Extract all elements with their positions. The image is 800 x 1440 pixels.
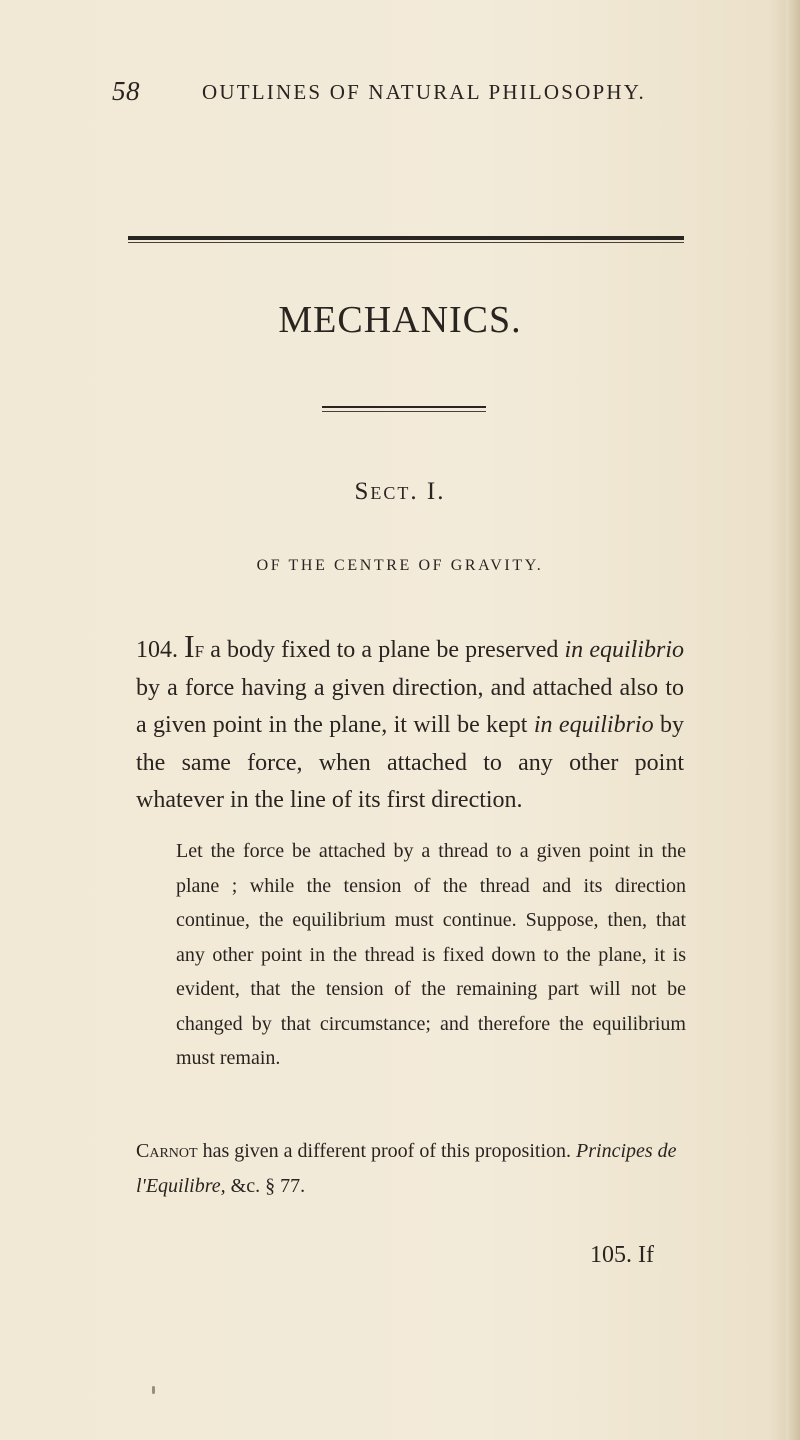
reference-text: &c. § 77. [225, 1174, 306, 1197]
reference-paragraph [136, 1134, 686, 1203]
reference-italic: Principes de l'Equilibre, [136, 1140, 677, 1197]
proposition-italic: in equilibrio [564, 637, 684, 663]
page-edge [786, 0, 800, 1440]
catchword: 105. If [590, 1242, 654, 1268]
proposition-italic: in equilibrio [533, 712, 654, 738]
drop-cap-rest: f [194, 637, 205, 663]
double-rule-bottom [128, 242, 684, 243]
reference-text: has given a different proof of this proposition. [197, 1140, 577, 1162]
short-rule-top [322, 406, 486, 408]
page-number: 58 [112, 76, 140, 106]
short-rule-bottom [322, 411, 486, 412]
chapter-title: MECHANICS. [278, 299, 522, 341]
proposition-paragraph [136, 628, 684, 820]
section-heading: Sect. I. [354, 478, 446, 505]
proposition-text: by the same force, when attached to any other point whatever in the line of its first direction. [136, 712, 684, 813]
drop-cap: I [184, 628, 195, 664]
page-header [112, 76, 672, 116]
running-head: OUTLINES OF NATURAL PHILOSOPHY. [202, 80, 646, 104]
proposition-text: a body fixed to a plane be preserved [204, 637, 565, 663]
author-name: Carnot [136, 1140, 198, 1162]
paper-speck [152, 1386, 155, 1394]
double-rule-top [128, 236, 684, 240]
subsection-heading: OF THE CENTRE OF GRAVITY. [256, 557, 544, 574]
proposition-number: 104. [136, 637, 178, 663]
proposition-text: by a force having a given direction, and attached also to a given point in the plane, it will be kept [136, 674, 684, 738]
explanation-paragraph: Let the force be attached by a thread to a given point in the plane ; while the tension of the thread and its direction continue, the equilibrium must continue. Suppose, then, that any other point in the thread is fixed down to the plane, it is evident, that the tension of the remaining part will not be changed by that circumstance; and therefore the equilibrium must remain. [176, 840, 686, 1069]
